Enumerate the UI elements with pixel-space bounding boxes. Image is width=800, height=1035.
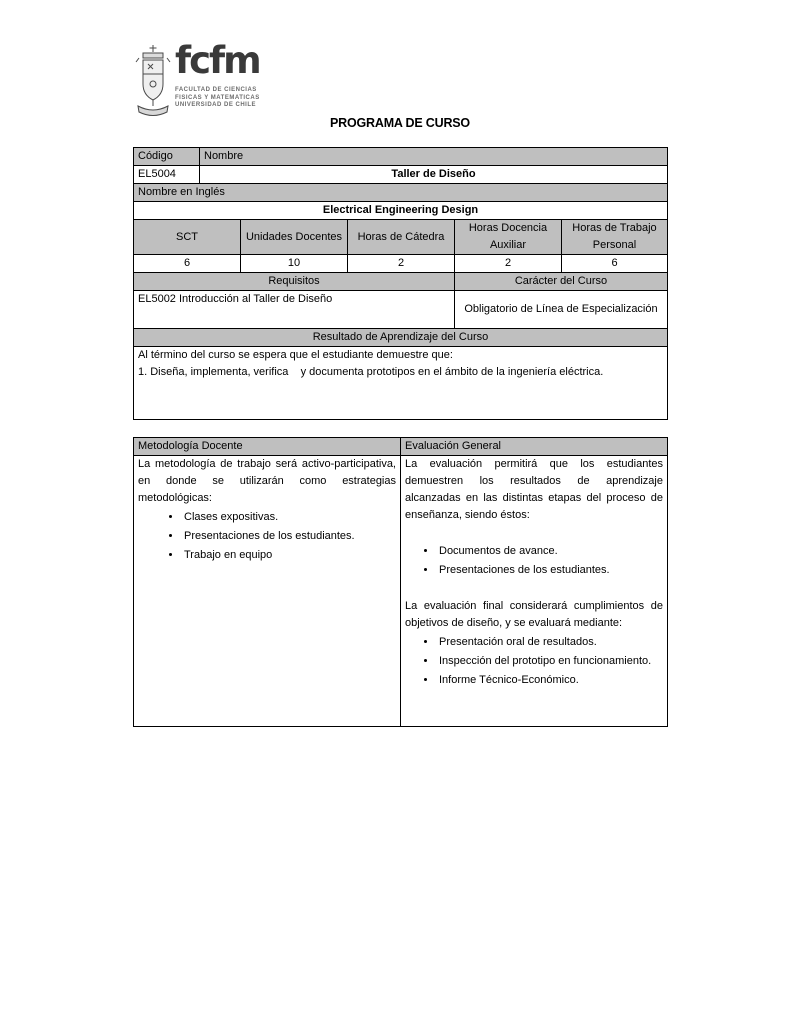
fcfm-wordmark: fcfm (175, 39, 260, 82)
bullet-item: • Trabajo en equipo (182, 547, 396, 564)
nombre-value: Taller de Diseño (200, 166, 668, 184)
caracter-label: Carácter del Curso (455, 273, 668, 291)
metodologia-intro: La metodología de trabajo será activo-participativa, en donde se utilizarán como estrategias metodológicas: (138, 458, 396, 504)
credit-value-catedra: 2 (348, 255, 455, 273)
credit-value-unidades: 10 (241, 255, 348, 273)
table-row (134, 438, 668, 456)
table-row (134, 184, 668, 202)
page-title: PROGRAMA DE CURSO (330, 116, 470, 130)
bullet-item: • Inspección del prototipo en funcionamiento. (437, 653, 663, 670)
nombre-ingles-value: Electrical Engineering Design (134, 202, 668, 220)
university-crest-icon (135, 44, 171, 120)
bullet-item: • Informe Técnico-Económico. (437, 672, 663, 689)
table-row (134, 202, 668, 220)
bullet-item: • Presentaciones de los estudiantes. (182, 528, 396, 545)
resultado-intro: Al término del curso se espera que el estudiante demuestre que: (138, 349, 453, 361)
evaluacion-cell (401, 456, 668, 727)
bullet-item: • Clases expositivas. (182, 509, 396, 526)
table-row (134, 220, 668, 255)
credit-header-sct: SCT (134, 220, 241, 255)
blank-line (405, 581, 663, 598)
bullet-item: • Presentaciones de los estudiantes. (437, 562, 663, 579)
evaluacion-intro: La evaluación permitirá que los estudiantes demuestren los resultados de aprendizaje alcanzadas en las distintas etapas del proceso de enseñanza, siendo éstos: (405, 458, 663, 521)
credit-header-unidades: Unidades Docentes (241, 220, 348, 255)
credit-header-auxiliar: Horas Docencia Auxiliar (455, 220, 562, 255)
metodologia-bullet-list (138, 509, 396, 564)
evaluacion-bullet-list-2 (405, 634, 663, 689)
credit-value-sct: 6 (134, 255, 241, 273)
evaluacion-header: Evaluación General (401, 438, 668, 456)
caption-line-2: FISICAS Y MATEMATICAS (175, 94, 260, 101)
course-info-table (133, 147, 668, 420)
metodologia-header: Metodología Docente (134, 438, 401, 456)
fcfm-logo (135, 39, 260, 120)
evaluacion-bullet-list-1 (405, 543, 663, 579)
codigo-label: Código (134, 148, 200, 166)
table-row (134, 291, 668, 329)
credit-header-catedra: Horas de Cátedra (348, 220, 455, 255)
method-eval-table (133, 437, 668, 727)
table-row (134, 166, 668, 184)
faculty-caption (175, 87, 260, 110)
credit-value-auxiliar: 2 (455, 255, 562, 273)
requisitos-value: EL5002 Introducción al Taller de Diseño (134, 291, 455, 329)
metodologia-cell (134, 456, 401, 727)
table-row (134, 148, 668, 166)
resultado-cell (134, 347, 668, 420)
requisitos-label: Requisitos (134, 273, 455, 291)
credit-header-personal: Horas de Trabajo Personal (562, 220, 668, 255)
nombre-ingles-label: Nombre en Inglés (134, 184, 668, 202)
caracter-value: Obligatorio de Línea de Especialización (455, 291, 668, 329)
credit-value-personal: 6 (562, 255, 668, 273)
bullet-item: • Documentos de avance. (437, 543, 663, 560)
table-row (134, 255, 668, 273)
codigo-value: EL5004 (134, 166, 200, 184)
table-row (134, 347, 668, 420)
resultado-label: Resultado de Aprendizaje del Curso (134, 329, 668, 347)
table-row (134, 273, 668, 291)
bullet-item: • Presentación oral de resultados. (437, 634, 663, 651)
blank-line (405, 524, 663, 541)
resultado-item: 1. Diseña, implementa, verifica y documenta prototipos en el ámbito de la ingeniería eléctrica. (138, 366, 604, 378)
logo-text-block (175, 39, 260, 110)
table-row (134, 456, 668, 727)
caption-line-3: UNIVERSIDAD DE CHILE (175, 102, 257, 108)
caption-line-1: FACULTAD DE CIENCIAS (175, 87, 257, 93)
table-row (134, 329, 668, 347)
evaluacion-mid: La evaluación final considerará cumplimientos de objetivos de diseño, y se evaluará mediante: (405, 600, 663, 629)
nombre-label: Nombre (200, 148, 668, 166)
